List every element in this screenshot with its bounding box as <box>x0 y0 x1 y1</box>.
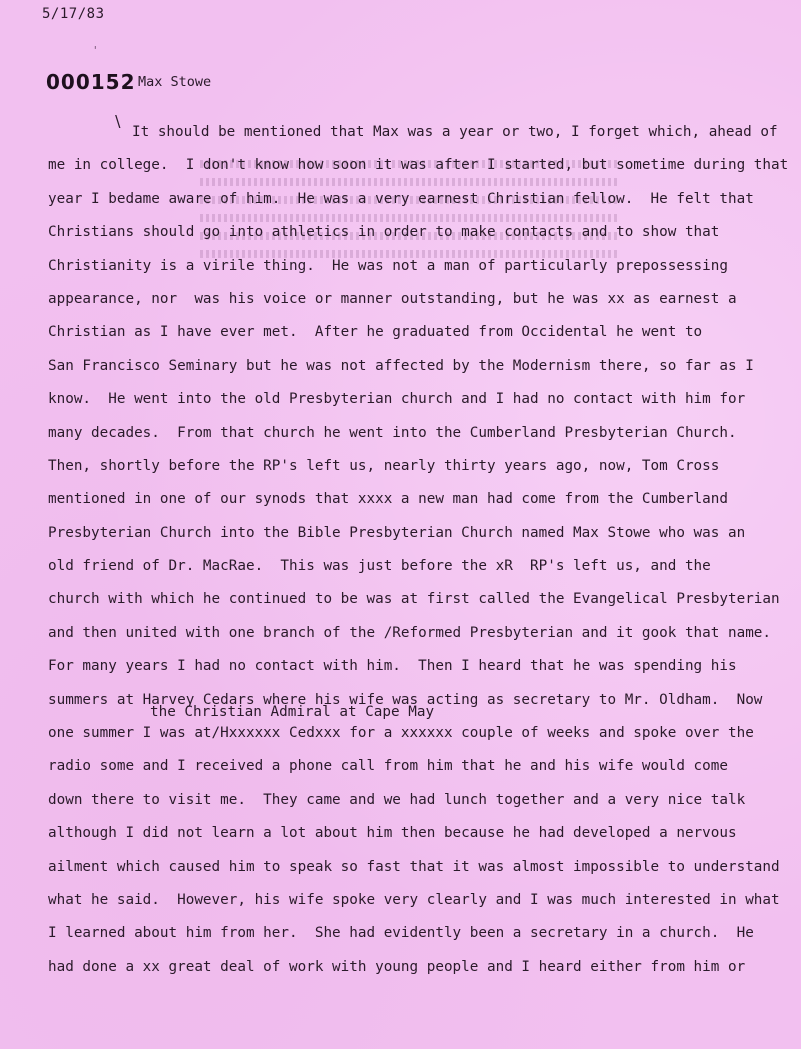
text-line: Christians should go into athletics in order to make contacts and to show that <box>48 224 720 241</box>
text-line: and then united with one branch of the /Reformed Presbyterian and it gook that name. <box>48 624 772 641</box>
text-line: radio some and I received a phone call from him that he and his wife would come <box>48 758 728 775</box>
text-line: down there to visit me. They came and we had lunch together and a very nice talk <box>48 791 746 808</box>
text-line: what he said. However, his wife spoke very clearly and I was much interested in what <box>48 891 780 908</box>
text-line: ailment which caused him to speak so fast that it was almost impossible to understand <box>48 858 780 875</box>
document-body <box>48 116 788 984</box>
text-line: mentioned in one of our synods that xxxx a new man had come from the Cumberland <box>48 491 728 508</box>
text-line: Christianity is a virile thing. He was not a man of particularly prepossessing <box>48 257 728 274</box>
text-line: summers at Harvey Cedars where his wife was acting as secretary to Mr. Oldham. Now <box>48 691 763 708</box>
handwritten-insertion: the Christian Admiral at Cape May <box>150 704 435 720</box>
text-line: For many years I had no contact with him. Then I heard that he was spending his <box>48 658 737 675</box>
text-line: one summer I was at/Hxxxxxx Cedxxx for a xxxxxx couple of weeks and spoke over the <box>48 725 754 742</box>
text-line: San Francisco Seminary but he was not affected by the Modernism there, so far as I <box>48 357 754 374</box>
document-title: Max Stowe <box>138 74 212 90</box>
paragraph-mark-icon: ∖ <box>112 112 123 131</box>
document-number: 000152 <box>46 70 136 94</box>
text-line: had done a xx great deal of work with young people and I heard either from him or <box>48 958 746 975</box>
text-line: old friend of Dr. MacRae. This was just before the xR RP's left us, and the <box>48 558 711 575</box>
text-line: Then, shortly before the RP's left us, nearly thirty years ago, now, Tom Cross <box>48 457 720 474</box>
text-line: I learned about him from her. She had evidently been a secretary in a church. He <box>48 925 754 942</box>
text-line: year I bedame aware of him. He was a very earnest Christian fellow. He felt that <box>48 190 754 207</box>
text-line: although I did not learn a lot about him then because he had developed a nervous <box>48 825 737 842</box>
text-line: many decades. From that church he went into the Cumberland Presbyterian Church. <box>48 424 737 441</box>
document-date: 5/17/83 <box>42 6 105 22</box>
text-line: It should be mentioned that Max was a year or two, I forget which, ahead of <box>132 124 778 140</box>
text-line: know. He went into the old Presbyterian church and I had no contact with him for <box>48 391 746 408</box>
margin-mark: ' <box>92 44 99 57</box>
text-line: Christian as I have ever met. After he graduated from Occidental he went to <box>48 324 703 341</box>
text-line: church with which he continued to be was at first called the Evangelical Presbyterian <box>48 591 780 608</box>
text-line: me in college. I don't know how soon it was after I started, but sometime during that <box>48 157 789 174</box>
text-line: appearance, nor was his voice or manner outstanding, but he was xx as earnest a <box>48 290 737 307</box>
text-line: Presbyterian Church into the Bible Presbyterian Church named Max Stowe who was an <box>48 524 746 541</box>
